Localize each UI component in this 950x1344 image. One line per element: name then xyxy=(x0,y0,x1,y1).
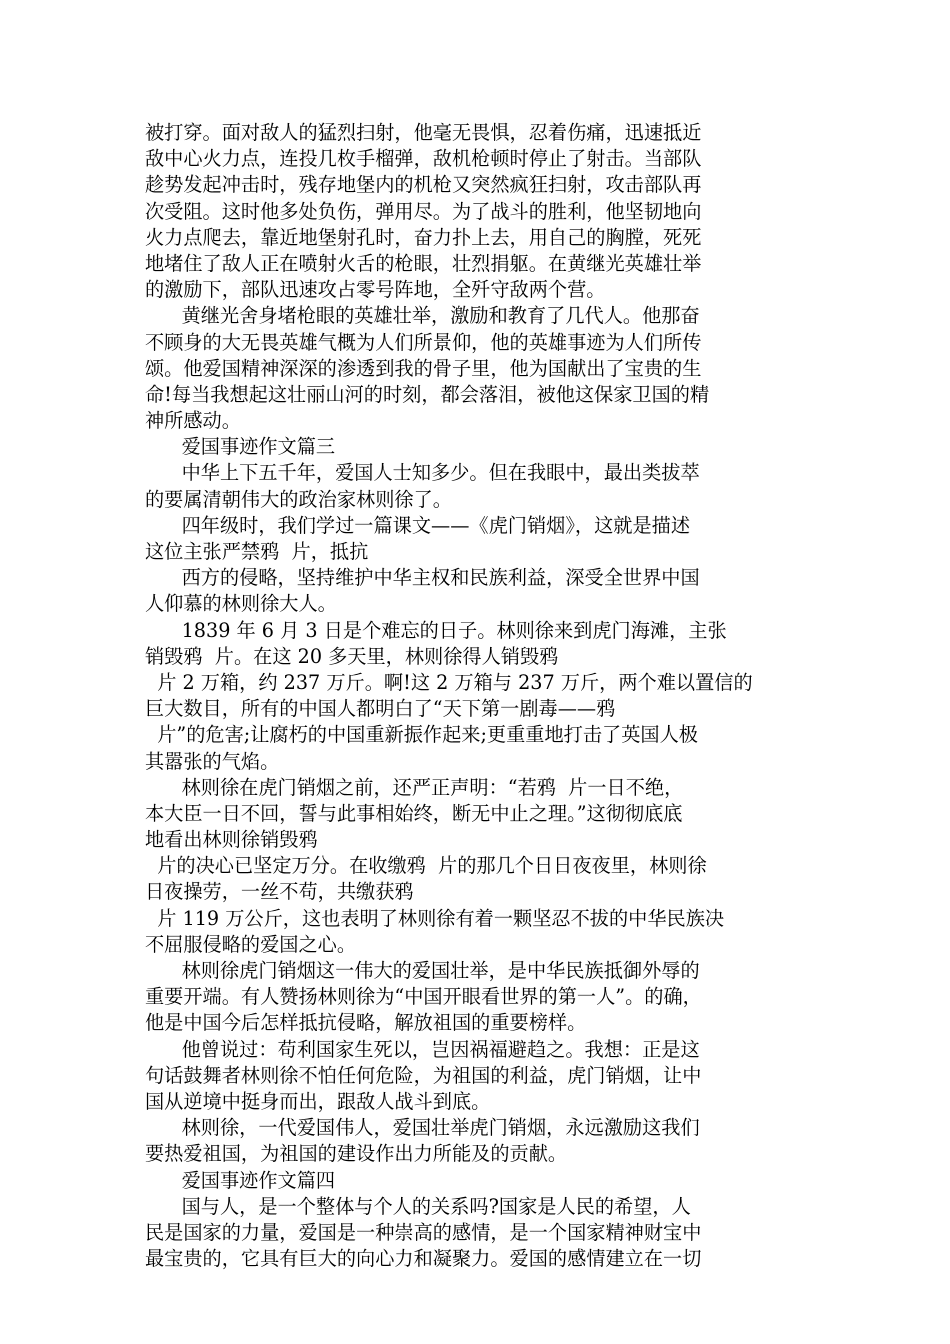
text-line: 林则徐虎门销烟这一伟大的爱国壮举，是中华民族抵御外辱的 xyxy=(145,959,700,982)
text-line: 这位主张严禁鸦 片，抵抗 xyxy=(145,540,369,563)
text-line: 地看出林则徐销毁鸦 xyxy=(145,828,318,852)
text-line: 片 2 万箱，约 237 万斤。啊!这 2 万箱与 237 万斤，两个难以置信的 xyxy=(145,670,753,694)
text-line: 的要属清朝伟大的政治家林则徐了。 xyxy=(145,487,452,511)
text-line: 中华上下五千年，爱国人士知多少。但在我眼中，最出类拔萃 xyxy=(145,461,700,485)
paragraph-quote xyxy=(145,1037,810,1116)
text-line: 趁势发起冲击时，残存地堡内的机枪又突然疯狂扫射，攻击部队再 xyxy=(145,173,702,197)
text-line: 林则徐在虎门销烟之前，还严正声明：“若鸦 片一日不绝， xyxy=(145,775,684,799)
paragraph-1839-event xyxy=(145,618,810,775)
text-line: 黄继光舍身堵枪眼的英雄壮举，激励和教育了几代人。他那奋 xyxy=(145,304,700,328)
text-line: 不屈服侵略的爱国之心。 xyxy=(145,932,357,956)
text-line: 日夜操劳，一丝不苟，共缴获鸦 xyxy=(145,880,414,904)
paragraph-conclusion xyxy=(145,1115,810,1167)
text-line: 国从逆境中挺身而出，跟敌人战斗到底。 xyxy=(145,1089,491,1113)
text-line: 本大臣一日不回，誓与此事相始终，断无中止之理。”这彻彻底底 xyxy=(145,801,683,825)
text-line: 要热爱祖国，为祖国的建设作出力所能及的贡献。 xyxy=(145,1142,568,1166)
text-line: 被打穿。面对敌人的猛烈扫射，他毫无畏惧，忍着伤痛，迅速抵近 xyxy=(145,121,702,144)
text-line: 民是国家的力量，爱国是一种崇高的感情，是一个国家精神财宝中 xyxy=(145,1220,702,1244)
text-line: 人仰慕的林则徐大人。 xyxy=(145,592,337,616)
paragraph-lin-zexu-intro xyxy=(145,460,810,512)
text-line: 巨大数目，所有的中国人都明白了“天下第一剧毒——鸦 xyxy=(145,697,616,721)
paragraph-declaration xyxy=(145,775,810,958)
paragraph-western-aggression xyxy=(145,565,810,617)
paragraph-huang-jiguang-legacy xyxy=(145,303,810,434)
text-line: 颂。他爱国精神深深的渗透到我的骨子里，他为国献出了宝贵的生 xyxy=(145,356,702,380)
text-line: 其嚣张的气焰。 xyxy=(145,749,280,773)
text-line: 他曾说过：苟利国家生死以，岂因祸福避趋之。我想：正是这 xyxy=(145,1037,700,1061)
text-line: 地堵住了敌人正在喷射火舌的枪眼，壮烈捐躯。在黄继光英雄壮举 xyxy=(145,251,702,275)
text-line: 的激励下，部队迅速攻占零号阵地，全歼守敌两个营。 xyxy=(145,278,606,302)
paragraph-humen-lesson xyxy=(145,513,810,565)
paragraph-nation-and-people xyxy=(145,1194,810,1273)
section-heading: 爱国事迹作文篇四 xyxy=(145,1168,336,1192)
text-line: 片的决心已坚定万分。在收缴鸦 片的那几个日日夜夜里，林则徐 xyxy=(145,854,707,878)
text-line: 敌中心火力点，连投几枚手榴弹，敌机枪顿时停止了射击。当部队 xyxy=(145,147,702,171)
paragraph-significance xyxy=(145,958,810,1037)
section-heading: 爱国事迹作文篇三 xyxy=(145,435,336,459)
text-line: 句话鼓舞者林则徐不怕任何危险，为祖国的利益，虎门销烟，让中 xyxy=(145,1063,702,1087)
text-line: 命!每当我想起这壮丽山河的时刻，都会落泪，被他这保家卫国的精 xyxy=(145,382,710,406)
text-line: 西方的侵略，坚持维护中华主权和民族利益，深受全世界中国 xyxy=(145,566,700,590)
text-line: 林则徐，一代爱国伟人，爱国壮举虎门销烟，永远激励这我们 xyxy=(145,1116,700,1140)
text-line: 最宝贵的，它具有巨大的向心力和凝聚力。爱国的感情建立在一切 xyxy=(145,1247,702,1271)
text-line: 他是中国今后怎样抵抗侵略，解放祖国的重要榜样。 xyxy=(145,1011,587,1035)
text-line: 1839 年 6 月 3 日是个难忘的日子。林则徐来到虎门海滩，主张 xyxy=(145,618,727,642)
text-line: 销毁鸦 片。在这 20 多天里，林则徐得人销毁鸦 xyxy=(145,644,559,668)
text-line: 次受阻。这时他多处负伤，弹用尽。为了战斗的胜利，他坚韧地向 xyxy=(145,199,702,223)
text-line: 国与人，是一个整体与个人的关系吗?国家是人民的希望，人 xyxy=(145,1194,691,1218)
section-heading-essay-four xyxy=(145,1168,810,1194)
text-line: 不顾身的大无畏英雄气概为人们所景仰，他的英雄事迹为人们所传 xyxy=(145,330,702,354)
text-line: 重要开端。有人赞扬林则徐为“中国开眼看世界的第一人”。的确， xyxy=(145,985,702,1009)
text-line: 神所感动。 xyxy=(145,409,241,433)
text-line: 火力点爬去，靠近地堡射孔时，奋力扑上去，用自己的胸膛，死死 xyxy=(145,225,702,249)
text-line: 四年级时，我们学过一篇课文——《虎门销烟》，这就是描述 xyxy=(145,513,691,537)
text-line: 片”的危害;让腐朽的中国重新振作起来;更重重地打击了英国人极 xyxy=(145,723,698,747)
paragraph-huang-jiguang-sacrifice xyxy=(145,120,810,303)
text-line: 片 119 万公斤，这也表明了林则徐有着一颗坚忍不拔的中华民族决 xyxy=(145,906,725,930)
section-heading-essay-three xyxy=(145,434,810,460)
document-page xyxy=(145,120,810,1272)
